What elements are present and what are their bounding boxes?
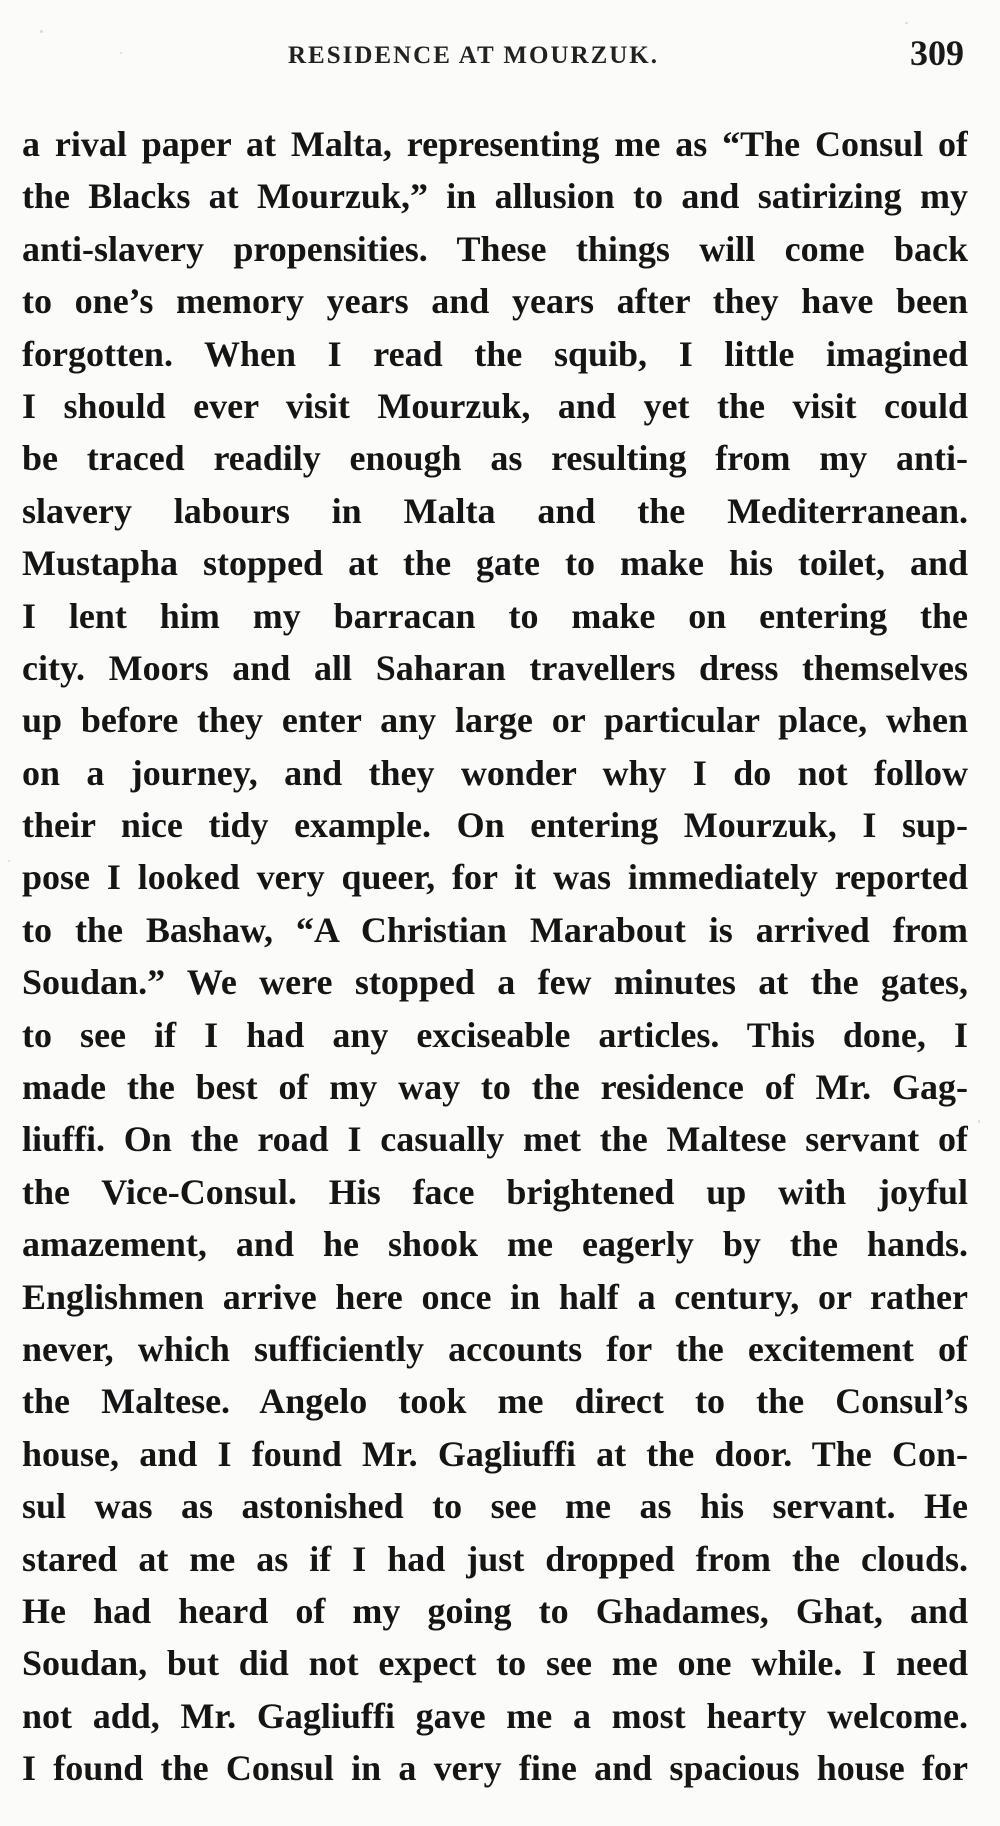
scan-speck — [120, 52, 122, 54]
text-line: liuffi. On the road I casually met the Maltese servant of — [22, 1119, 968, 1160]
text-line: stared at me as if I had just dropped from the clouds. — [22, 1538, 968, 1579]
text-line: on a journey, and they wonder why I do not follow — [22, 752, 968, 793]
text-line: forgotten. When I read the squib, I little imagined — [22, 333, 968, 374]
text-line: Soudan.” We were stopped a few minutes at the gates, — [22, 962, 968, 1003]
page-number: 309 — [910, 33, 964, 73]
text-line: to see if I had any exciseable articles. This done, I — [22, 1014, 968, 1055]
text-line: the Blacks at Mourzuk,” in allusion to and satirizing my — [22, 176, 968, 217]
text-line: slavery labours in Malta and the Mediterranean. — [22, 490, 968, 531]
text-line: up before they enter any large or particular place, when — [22, 700, 968, 741]
text-line: never, which sufficiently accounts for the excitement of — [22, 1328, 968, 1369]
text-line: anti-slavery propensities. These things will come back — [22, 228, 968, 269]
text-line: be traced readily enough as resulting from my anti- — [22, 438, 968, 479]
text-line: He had heard of my going to Ghadames, Ghat, and — [22, 1590, 968, 1631]
scan-speck — [905, 22, 908, 24]
text-line: their nice tidy example. On entering Mourzuk, I sup- — [22, 805, 968, 846]
text-line: the Vice-Consul. His face brightened up with joyful — [22, 1171, 968, 1212]
text-line: to one’s memory years and years after they have been — [22, 281, 968, 322]
text-line: to the Bashaw, “A Christian Marabout is arrived from — [22, 909, 968, 950]
text-line: Englishmen arrive here once in half a century, or rather — [22, 1276, 968, 1317]
scan-speck — [40, 30, 43, 33]
text-line: Soudan, but did not expect to see me one while. I need — [22, 1643, 968, 1684]
scan-speck — [978, 1120, 980, 1123]
text-line: I should ever visit Mourzuk, and yet the visit could — [22, 385, 968, 426]
text-line: I found the Consul in a very fine and spacious house for — [22, 1748, 968, 1789]
text-line: sul was as astonished to see me as his servant. He — [22, 1486, 968, 1527]
body-text — [22, 118, 968, 1795]
text-line: the Maltese. Angelo took me direct to the Consul’s — [22, 1381, 968, 1422]
text-line: I lent him my barracan to make on entering the — [22, 595, 968, 636]
scan-speck — [8, 860, 10, 862]
running-head: RESIDENCE AT MOURZUK. — [288, 42, 659, 69]
text-line: city. Moors and all Saharan travellers dress themselves — [22, 647, 968, 688]
page-header — [0, 33, 1000, 78]
text-line: amazement, and he shook me eagerly by the hands. — [22, 1224, 968, 1265]
text-line: house, and I found Mr. Gagliuffi at the door. The Con- — [22, 1433, 968, 1474]
text-line: Mustapha stopped at the gate to make his toilet, and — [22, 543, 968, 584]
text-line: pose I looked very queer, for it was immediately reported — [22, 857, 968, 898]
text-line: not add, Mr. Gagliuffi gave me a most hearty welcome. — [22, 1695, 968, 1736]
text-line: made the best of my way to the residence of Mr. Gag- — [22, 1067, 968, 1108]
text-line: a rival paper at Malta, representing me as “The Consul of — [22, 124, 968, 164]
